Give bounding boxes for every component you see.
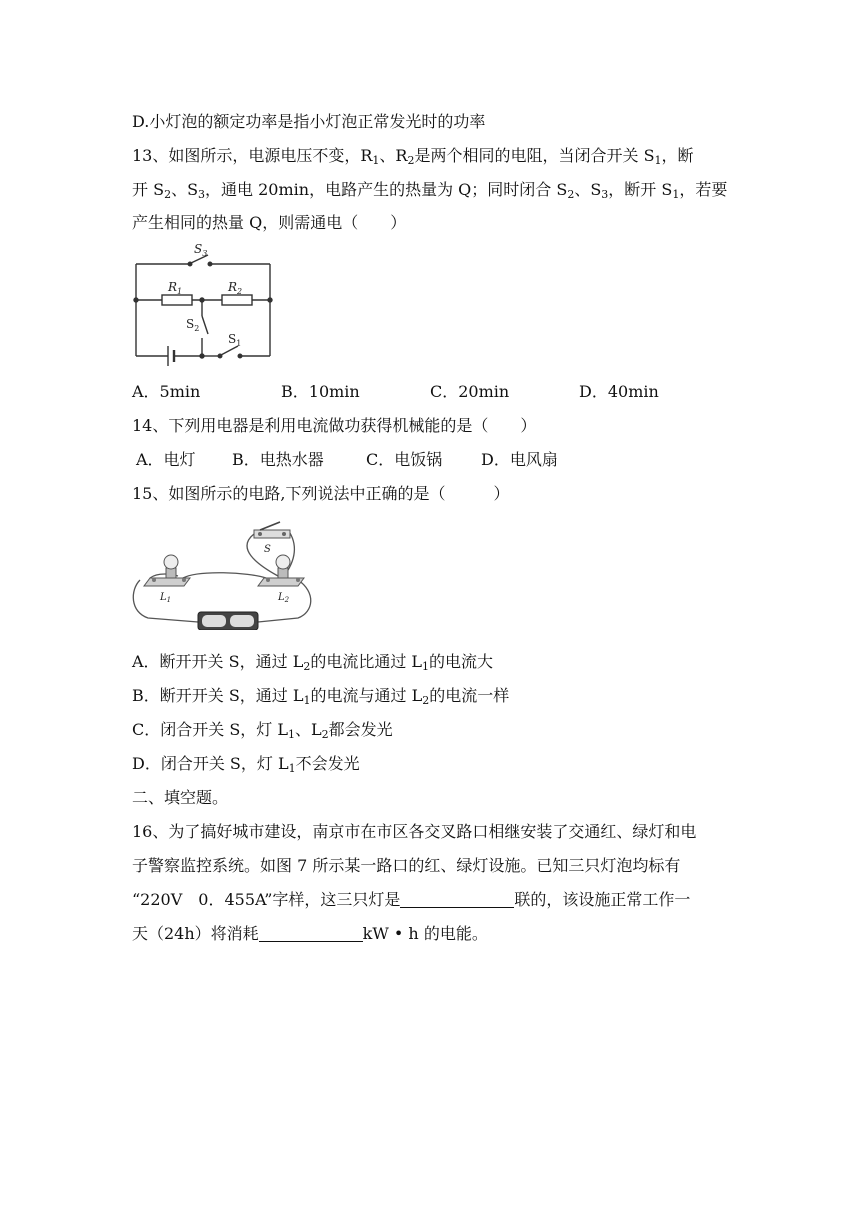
svg-text:L2: $L_2$ bbox=[278, 592, 290, 604]
q15-option-b: B．断开开关 S，通过 $L_1$的电流与通过 $L_2$的电流一样 bbox=[132, 686, 510, 707]
label-r1: $R_1$ bbox=[168, 280, 183, 296]
q14-stem: 14、下列用电器是利用电流做功获得机械能的是（ ） bbox=[132, 416, 537, 435]
blank-1[interactable] bbox=[400, 891, 514, 908]
q16-line2: 子警察监控系统。如图 7 所示某一路口的红、绿灯设施。已知三只灯泡均标有 bbox=[132, 856, 681, 875]
q13-stem-line1: 13、如图所示，电源电压不变，$R_1$、$R_2$是两个相同的电阻，当闭合开关 $S_1$，断 bbox=[132, 146, 694, 167]
q13-option-b: B．10min bbox=[281, 382, 360, 401]
q15-option-d: D．闭合开关 S，灯 $L_1$不会发光 bbox=[132, 754, 360, 775]
q15-stem: 15、如图所示的电路,下列说法中正确的是（ ） bbox=[132, 484, 510, 503]
section-title-fill-in: 二、填空题。 bbox=[132, 788, 229, 807]
q14-option-b: B．电热水器 bbox=[232, 450, 324, 469]
svg-text:S: S bbox=[264, 544, 271, 555]
blank-2[interactable] bbox=[259, 925, 363, 942]
q13-option-d: D．40min bbox=[579, 382, 659, 401]
q14-option-d: D．电风扇 bbox=[481, 450, 558, 469]
q13-stem-line3: 产生相同的热量 Q，则需通电（ ） bbox=[132, 213, 407, 232]
label-s2: $S_2$ bbox=[186, 317, 200, 333]
q14-option-c: C．电饭锅 bbox=[366, 450, 443, 469]
q16-line1: 16、为了搞好城市建设，南京市在市区各交叉路口相继安装了交通红、绿灯和电 bbox=[132, 822, 697, 841]
switch-s bbox=[254, 522, 290, 555]
lamp-l2 bbox=[258, 555, 304, 604]
svg-text:L1: $L_1$ bbox=[160, 592, 172, 604]
label-s3: $S_3$ bbox=[194, 242, 208, 258]
lamp-l1 bbox=[144, 555, 190, 604]
q13-option-a: A．5min bbox=[132, 382, 201, 401]
label-s1: $S_1$ bbox=[228, 332, 242, 348]
label-r2: $R_2$ bbox=[228, 280, 243, 296]
q15-option-a: A．断开开关 S，通过 $L_2$的电流比通过 $L_1$的电流大 bbox=[132, 652, 494, 673]
q13-option-c: C．20min bbox=[430, 382, 510, 401]
q14-option-a: A．电灯 bbox=[136, 450, 196, 469]
battery-pack bbox=[198, 612, 258, 630]
q16-line4: 天（24h）将消耗 kW • h 的电能。 bbox=[132, 924, 488, 943]
q13-stem-line2: 开 $S_2$、$S_3$，通电 20min，电路产生的热量为 Q；同时闭合 $S_2$、$S_3$，断开 $S_1$，若要 bbox=[132, 180, 728, 201]
q15-circuit-picture bbox=[128, 520, 318, 630]
q16-line3: “220V 0．455A”字样，这三只灯是 联的，该设施正常工作一 bbox=[132, 890, 691, 909]
q15-option-c: C．闭合开关 S，灯 $L_1$、$L_2$都会发光 bbox=[132, 720, 393, 741]
q12-option-d: D.小灯泡的额定功率是指小灯泡正常发光时的功率 bbox=[132, 112, 486, 131]
q13-circuit-diagram bbox=[128, 240, 278, 366]
